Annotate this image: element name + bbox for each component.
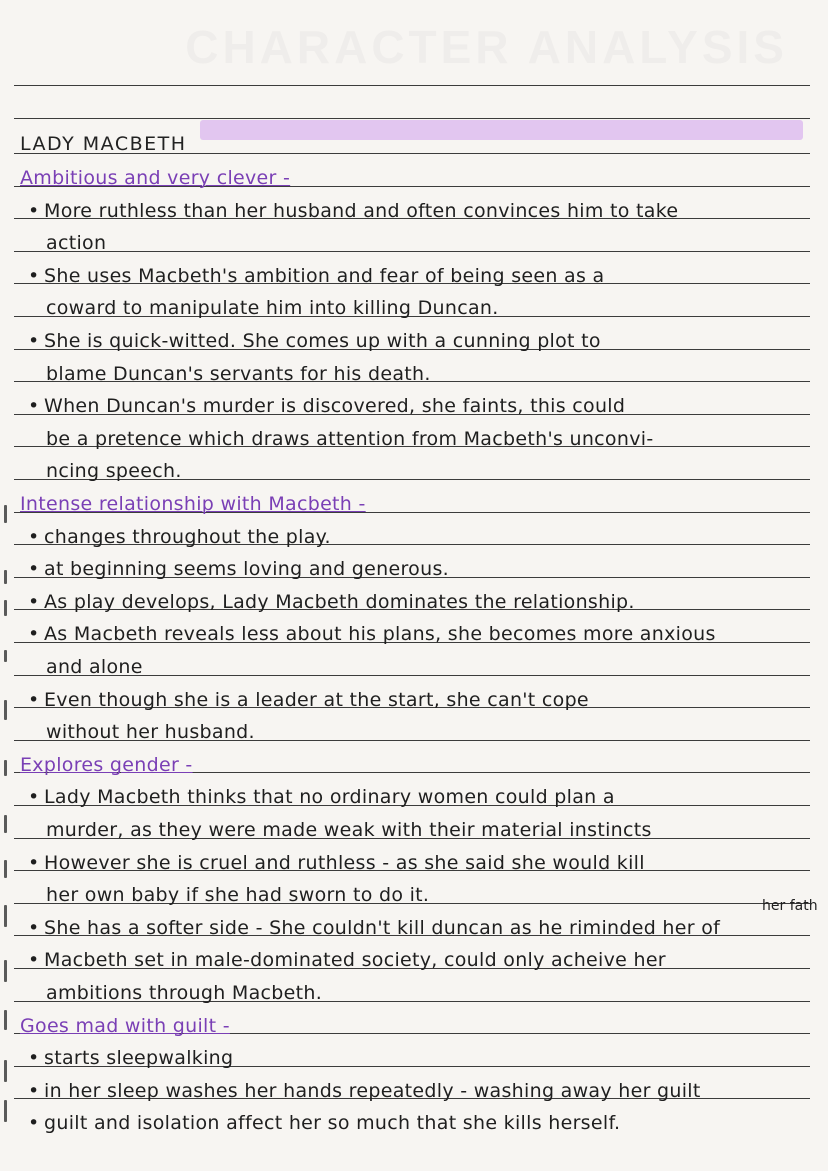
bullet-point xyxy=(28,330,601,352)
page-heading: LADY MACBETH xyxy=(20,133,187,155)
binding-mark xyxy=(4,760,7,776)
line-text: Lady Macbeth thinks that no ordinary women could plan a xyxy=(44,786,615,808)
line-text: changes throughout the play. xyxy=(44,526,331,548)
binding-mark xyxy=(4,700,7,720)
bullet-continuation xyxy=(46,721,255,743)
bullet-continuation xyxy=(46,884,429,906)
bullet-point xyxy=(28,200,678,222)
bullet-point xyxy=(28,558,449,580)
line-text: When Duncan's murder is discovered, she faints, this could xyxy=(44,395,626,417)
binding-mark xyxy=(4,600,7,616)
line-text: As play develops, Lady Macbeth dominates the relationship. xyxy=(44,591,635,613)
bullet-point xyxy=(28,852,645,874)
bullet-point xyxy=(28,1112,620,1134)
bullet-point xyxy=(28,949,666,971)
line-text: coward to manipulate him into killing Duncan. xyxy=(46,297,499,319)
line-text: However she is cruel and ruthless - as she said she would kill xyxy=(44,852,645,874)
bullet-icon: • xyxy=(28,949,40,971)
line-text: Macbeth set in male-dominated society, could only acheive her xyxy=(44,949,666,971)
line-text: ncing speech. xyxy=(46,460,182,482)
margin-annotation: her fath xyxy=(762,898,818,914)
bullet-point xyxy=(28,786,615,808)
bullet-point xyxy=(28,917,720,939)
binding-mark xyxy=(4,505,7,523)
bullet-point xyxy=(28,689,589,711)
bullet-icon: • xyxy=(28,265,40,287)
line-text: Ambitious and very clever - xyxy=(20,167,291,189)
line-text: She is quick-witted. She comes up with a cunning plot to xyxy=(44,330,601,352)
bullet-icon: • xyxy=(28,1047,40,1069)
bullet-icon: • xyxy=(28,395,40,417)
line-text: Explores gender - xyxy=(20,754,193,776)
bullet-point xyxy=(28,1047,233,1069)
binding-mark xyxy=(4,650,7,662)
line-text: Intense relationship with Macbeth - xyxy=(20,493,366,515)
bullet-icon: • xyxy=(28,623,40,645)
bullet-continuation xyxy=(46,460,182,482)
bullet-continuation xyxy=(46,232,106,254)
line-text: guilt and isolation affect her so much that she kills herself. xyxy=(44,1112,621,1134)
bullet-icon: • xyxy=(28,786,40,808)
bullet-point xyxy=(28,1080,701,1102)
bullet-point xyxy=(28,591,635,613)
binding-mark xyxy=(4,905,7,927)
section-heading xyxy=(20,1015,230,1037)
binding-mark xyxy=(4,1060,7,1082)
ruled-line xyxy=(14,85,810,86)
binding-mark xyxy=(4,960,7,982)
bullet-icon: • xyxy=(28,1080,40,1102)
bullet-continuation xyxy=(46,982,322,1004)
line-text: be a pretence which draws attention from Macbeth's unconvi- xyxy=(46,428,654,450)
line-text: action xyxy=(46,232,107,254)
bullet-continuation xyxy=(46,428,653,450)
line-text: and alone xyxy=(46,656,143,678)
bullet-continuation xyxy=(46,297,499,319)
line-text: She uses Macbeth's ambition and fear of being seen as a xyxy=(44,265,605,287)
bullet-point xyxy=(28,623,716,645)
line-text: at beginning seems loving and generous. xyxy=(44,558,449,580)
bullet-icon: • xyxy=(28,526,40,548)
line-text: More ruthless than her husband and often convinces him to take xyxy=(44,200,679,222)
section-heading xyxy=(20,167,290,189)
line-text: ambitions through Macbeth. xyxy=(46,982,323,1004)
bullet-continuation xyxy=(46,819,652,841)
line-text: murder, as they were made weak with their material instincts xyxy=(46,819,652,841)
bullet-point xyxy=(28,265,604,287)
ruled-line xyxy=(14,118,810,119)
bullet-continuation xyxy=(46,363,431,385)
binding-mark xyxy=(4,570,7,584)
line-text: As Macbeth reveals less about his plans, she becomes more anxious xyxy=(44,623,716,645)
bullet-icon: • xyxy=(28,852,40,874)
line-text: Even though she is a leader at the start, she can't cope xyxy=(44,689,589,711)
section-heading xyxy=(20,493,366,515)
binding-mark xyxy=(4,860,7,878)
bullet-continuation xyxy=(46,656,143,678)
line-text: Goes mad with guilt - xyxy=(20,1015,230,1037)
binding-mark xyxy=(4,1100,7,1122)
heading-highlight xyxy=(200,120,803,140)
line-text: without her husband. xyxy=(46,721,255,743)
line-text: in her sleep washes her hands repeatedly - washing away her guilt xyxy=(44,1080,701,1102)
bullet-icon: • xyxy=(28,200,40,222)
line-text: her own baby if she had sworn to do it. xyxy=(46,884,430,906)
binding-mark xyxy=(4,1010,7,1030)
section-heading xyxy=(20,754,193,776)
line-text: She has a softer side - She couldn't kill duncan as he riminded her of xyxy=(44,917,721,939)
bullet-icon: • xyxy=(28,558,40,580)
show-through-text: CHARACTER ANALYSIS xyxy=(185,21,788,73)
bullet-icon: • xyxy=(28,1112,40,1134)
binding-mark xyxy=(4,815,7,833)
bullet-point xyxy=(28,395,625,417)
ruled-line xyxy=(14,251,810,252)
bullet-icon: • xyxy=(28,917,40,939)
bullet-icon: • xyxy=(28,689,40,711)
bullet-icon: • xyxy=(28,330,40,352)
line-text: blame Duncan's servants for his death. xyxy=(46,363,431,385)
line-text: starts sleepwalking xyxy=(44,1047,234,1069)
bullet-icon: • xyxy=(28,591,40,613)
bullet-point xyxy=(28,526,331,548)
